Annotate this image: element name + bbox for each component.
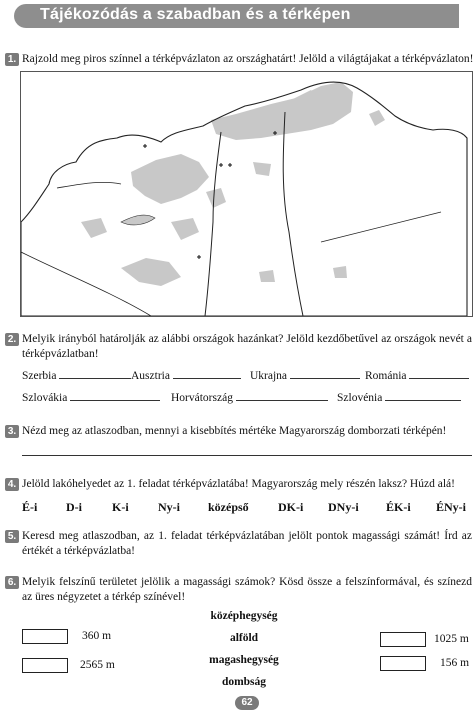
answer-blank[interactable] [236,390,328,401]
direction-northwest[interactable]: ÉNy-i [436,500,466,514]
landform-magashegyseg[interactable]: magashegység [209,654,279,666]
landform-kozephegyseg[interactable]: középhegység [210,610,278,622]
question-6-text: Melyik felszínű területet jelölik a magassági számok? Kösd össze a felszínformával, és színezd az üres négyzetet a térkép színével! [22,576,472,603]
direction-southeast[interactable]: DK-i [278,500,304,514]
answer-blank[interactable] [173,368,241,379]
question-4-text: Jelöld lakóhelyedet az 1. feladat térképvázlatába! Magyarország mely részén laksz? Húzd alá! [22,478,455,490]
answer-blank[interactable] [70,390,160,401]
map-drawing [21,72,472,316]
direction-central[interactable]: középső [208,500,249,514]
country-label: Ukrajna [250,370,288,382]
direction-west[interactable]: Ny-i [158,500,180,514]
color-box-360[interactable] [22,629,68,644]
page-number: 62 [235,696,259,710]
question-number-6: 6. [5,576,19,589]
lake-balaton [121,215,155,225]
country-szlovenia [337,390,461,404]
country-szerbia [22,368,131,382]
answer-blank[interactable] [290,368,360,379]
country-label: Szlovénia [337,392,383,404]
river-raba [57,182,121,188]
answer-blank[interactable] [59,368,131,379]
river-danube [205,132,221,316]
question-number-3: 3. [5,425,19,438]
country-label: Szlovákia [22,392,68,404]
answer-blank[interactable] [409,368,469,379]
river-drava [21,252,151,316]
direction-southwest[interactable]: DNy-i [328,500,359,514]
hungary-outline-map [20,71,473,317]
country-horvatorszag [171,390,328,404]
country-label: Ausztria [131,370,170,382]
page-title: Tájékozódás a szabadban és a térképen [40,6,351,23]
question-number-4: 4. [5,478,19,491]
question-number-2: 2. [5,333,19,346]
section-header [14,4,459,28]
river-tisza [283,112,303,316]
direction-south[interactable]: D-i [66,500,82,514]
question-5-text: Keresd meg atlaszodban, az 1. feladat térképvázlatában jelölt pontok magassági számát! Írd az értékét a térképvázlatba! [22,530,472,557]
question-3-text: Nézd meg az atlaszodban, mennyi a kisebbítés mértéke Magyarország domborzati térképén! [22,425,447,437]
color-box-156[interactable] [380,656,426,671]
direction-north[interactable]: É-i [22,500,38,514]
country-szlovakia [22,390,160,404]
river-koros [321,212,441,242]
color-box-2565[interactable] [22,658,68,673]
elevation-1025: 1025 m [434,633,469,645]
answer-blank[interactable] [385,390,461,401]
question-number-1: 1. [5,53,19,66]
direction-east[interactable]: K-i [112,500,129,514]
country-label: Horvátország [171,392,233,404]
country-label: Szerbia [22,370,57,382]
country-label: Románia [365,370,407,382]
relief-shading [81,82,385,286]
landform-dombsag[interactable]: dombság [221,676,267,688]
elevation-360: 360 m [82,630,112,642]
color-box-1025[interactable] [380,632,426,647]
country-romania [365,368,469,382]
elevation-2565: 2565 m [80,659,115,671]
question-1-text: Rajzold meg piros színnel a térképvázlaton az országhatárt! Jelöld a világtájakat a térképvázlaton! [22,53,474,65]
landform-alfold[interactable]: alföld [229,632,259,644]
elevation-156: 156 m [440,657,470,669]
country-ukrajna [250,368,360,382]
country-ausztria [131,368,241,382]
question-2-text: Melyik irányból határolják az alábbi országok hazánkat? Jelöld kezdőbetűvel az országok nevét a térképvázlatban! [22,333,472,360]
question-number-5: 5. [5,530,19,543]
answer-line[interactable] [22,455,472,456]
direction-northeast[interactable]: ÉK-i [386,500,411,514]
